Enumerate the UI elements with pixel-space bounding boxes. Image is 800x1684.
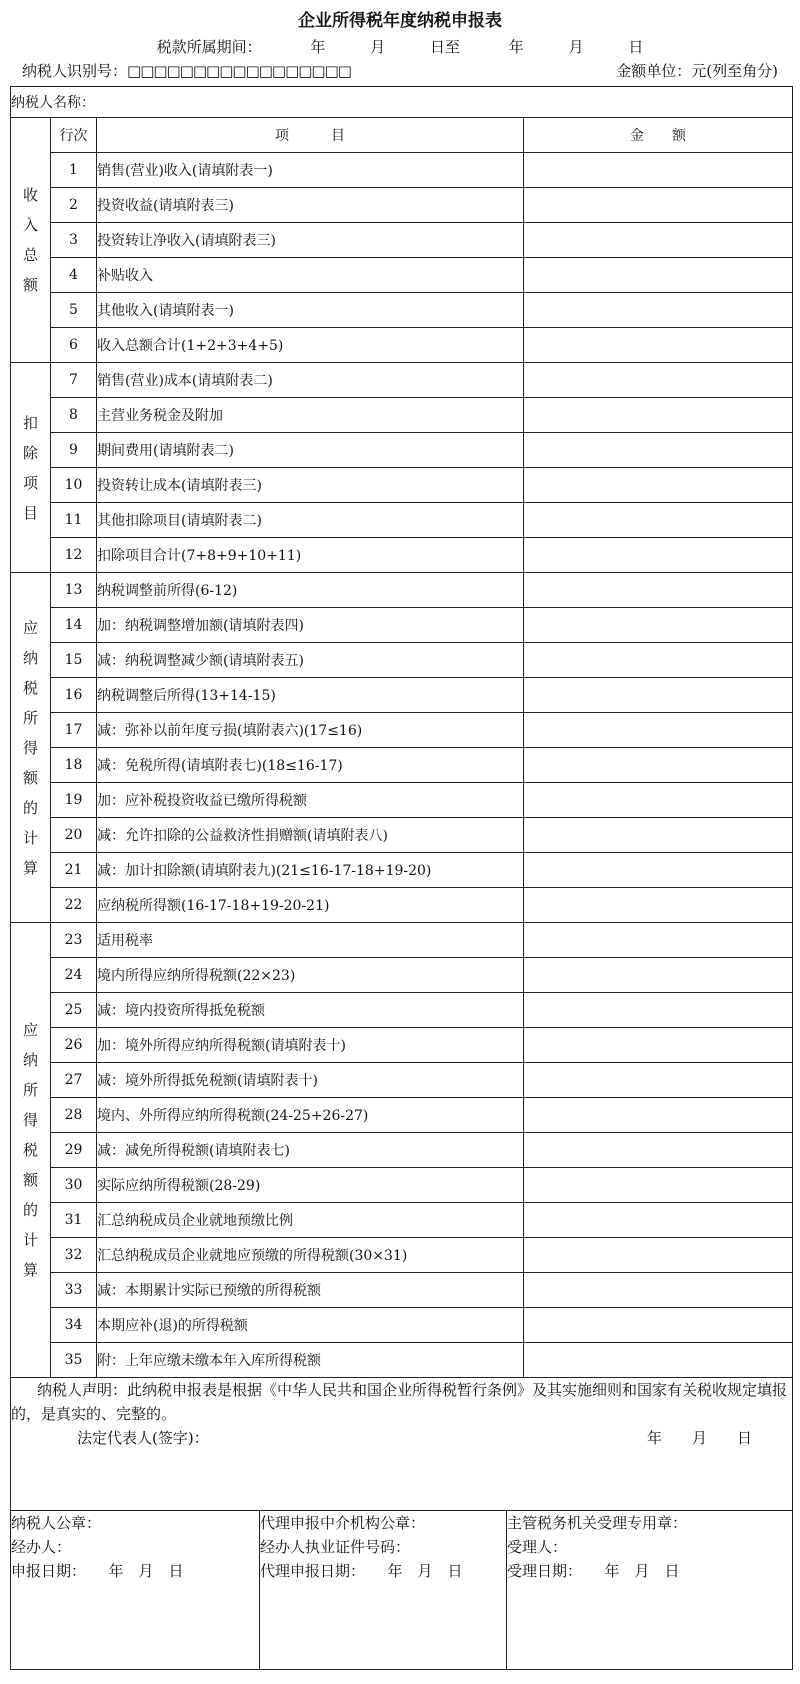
line-number: 24 [51, 958, 97, 993]
taxpayer-id-boxes[interactable]: □□□□□□□□□□□□□□□□□ [127, 62, 351, 80]
line-item: 减：减免所得税额(请填附表七) [97, 1133, 524, 1168]
table-row [11, 468, 793, 503]
amount-cell[interactable] [524, 608, 793, 643]
line-item: 汇总纳税成员企业就地应预缴的所得税额(30×31) [97, 1238, 524, 1273]
amount-cell[interactable] [524, 678, 793, 713]
line-item: 应纳税所得额(16-17-18+19-20-21) [97, 888, 524, 923]
table-row [11, 1098, 793, 1133]
table-row [11, 1063, 793, 1098]
line-item: 减：境外所得抵免税额(请填附表十) [97, 1063, 524, 1098]
taxpayer-id-label: 纳税人识别号： [22, 62, 128, 80]
line-number: 19 [51, 783, 97, 818]
line-item: 实际应纳所得税额(28-29) [97, 1168, 524, 1203]
group-deduction-label: 扣除项目 [22, 413, 38, 522]
line-item: 减：允许扣除的公益救济性捐赠额(请填附表八) [97, 818, 524, 853]
amount-cell[interactable] [524, 328, 793, 363]
line-number: 23 [51, 923, 97, 958]
table-row [11, 398, 793, 433]
table-row [11, 608, 793, 643]
group-tax-payable-calc [11, 923, 51, 1378]
line-number: 4 [51, 258, 97, 293]
line-number: 28 [51, 1098, 97, 1133]
line-item: 加：应补税投资收益已缴所得税额 [97, 783, 524, 818]
line-item: 境内、外所得应纳所得税额(24-25+26-27) [97, 1098, 524, 1133]
footer-agent [260, 1511, 507, 1669]
group-taxable-income-calc-label: 应纳税所得额的计算 [22, 618, 38, 877]
table-row [11, 573, 793, 608]
table-row [11, 188, 793, 223]
line-item: 减：弥补以前年度亏损(填附表六)(17≤16) [97, 713, 524, 748]
amount-cell[interactable] [524, 1273, 793, 1308]
amount-cell[interactable] [524, 1343, 793, 1378]
amount-cell[interactable] [524, 748, 793, 783]
table-row [11, 1273, 793, 1308]
table-row [11, 853, 793, 888]
line-number: 14 [51, 608, 97, 643]
table-row [11, 678, 793, 713]
tax-period [0, 36, 800, 57]
group-income-label: 收入总额 [22, 186, 38, 294]
line-number: 9 [51, 433, 97, 468]
amount-unit: 金额单位：元(列至角分) [616, 62, 778, 80]
line-number: 6 [51, 328, 97, 363]
taxpayer-name-row [11, 87, 793, 118]
line-item: 附：上年应缴未缴本年入库所得税额 [97, 1343, 524, 1378]
line-number: 17 [51, 713, 97, 748]
amount-cell[interactable] [524, 363, 793, 398]
amount-cell[interactable] [524, 1203, 793, 1238]
taxpayer-name-label[interactable]: 纳税人名称： [11, 87, 793, 118]
table-row [11, 328, 793, 363]
tax-period-year-from: 年 [310, 38, 326, 56]
line-item: 减：纳税调整减少额(请填附表五) [97, 643, 524, 678]
tax-period-label: 税款所属期间： [156, 38, 262, 56]
footer-tax-office-receiver[interactable]: 受理人： [507, 1538, 568, 1556]
table-row [11, 503, 793, 538]
amount-cell[interactable] [524, 293, 793, 328]
amount-cell[interactable] [524, 993, 793, 1028]
line-item: 纳税调整前所得(6-12) [97, 573, 524, 608]
table-row [11, 153, 793, 188]
amount-cell[interactable] [524, 783, 793, 818]
amount-cell[interactable] [524, 853, 793, 888]
footer-agent-seal[interactable]: 代理申报中介机构公章： [260, 1514, 426, 1532]
footer-cell [11, 1511, 793, 1670]
amount-cell[interactable] [524, 258, 793, 293]
table-row [11, 1133, 793, 1168]
line-number: 35 [51, 1343, 97, 1378]
line-number: 5 [51, 293, 97, 328]
footer-table [11, 1511, 792, 1669]
table-row [11, 783, 793, 818]
line-number: 25 [51, 993, 97, 1028]
table-row [11, 1238, 793, 1273]
table-row [11, 223, 793, 258]
line-item: 收入总额合计(1+2+3+4+5) [97, 328, 524, 363]
line-item: 加：境外所得应纳所得税额(请填附表十) [97, 1028, 524, 1063]
table-row [11, 258, 793, 293]
line-number: 21 [51, 853, 97, 888]
line-number: 33 [51, 1273, 97, 1308]
amount-cell[interactable] [524, 223, 793, 258]
amount-cell[interactable] [524, 643, 793, 678]
table-row [11, 818, 793, 853]
group-income [11, 118, 51, 363]
header-amount: 金 额 [524, 118, 793, 153]
table-row [11, 748, 793, 783]
table-row [11, 293, 793, 328]
table-row [11, 363, 793, 398]
amount-cell[interactable] [524, 923, 793, 958]
amount-cell[interactable] [524, 1168, 793, 1203]
table-header-row [11, 118, 793, 153]
footer-tax-office-seal[interactable]: 主管税务机关受理专用章： [507, 1514, 688, 1532]
line-item: 扣除项目合计(7+8+9+10+11) [97, 538, 524, 573]
table-row [11, 958, 793, 993]
line-item: 销售(营业)收入(请填附表一) [97, 153, 524, 188]
amount-cell[interactable] [524, 888, 793, 923]
line-number: 2 [51, 188, 97, 223]
tax-period-day-from: 日至 [429, 38, 460, 56]
footer-tax-office [507, 1511, 793, 1669]
amount-cell[interactable] [524, 538, 793, 573]
amount-cell[interactable] [524, 398, 793, 433]
line-item: 投资转让成本(请填附表三) [97, 468, 524, 503]
amount-cell[interactable] [524, 1308, 793, 1343]
amount-cell[interactable] [524, 503, 793, 538]
line-number: 12 [51, 538, 97, 573]
amount-cell[interactable] [524, 958, 793, 993]
line-item: 补贴收入 [97, 258, 524, 293]
tax-period-day-to: 日 [628, 38, 644, 56]
line-item: 销售(营业)成本(请填附表二) [97, 363, 524, 398]
line-number: 20 [51, 818, 97, 853]
taxpayer-id [22, 60, 351, 81]
table-row [11, 538, 793, 573]
tax-period-year-to: 年 [508, 38, 524, 56]
line-item: 减：本期累计实际已预缴的所得税额 [97, 1273, 524, 1308]
form-title: 企业所得税年度纳税申报表 [298, 11, 502, 31]
line-item: 其他扣除项目(请填附表二) [97, 503, 524, 538]
group-deduction [11, 363, 51, 573]
line-item: 投资转让净收入(请填附表三) [97, 223, 524, 258]
line-item: 汇总纳税成员企业就地预缴比例 [97, 1203, 524, 1238]
table-row [11, 433, 793, 468]
line-number: 1 [51, 153, 97, 188]
footer-taxpayer [11, 1511, 260, 1669]
tax-return-table [10, 86, 793, 1670]
line-number: 34 [51, 1308, 97, 1343]
amount-cell[interactable] [524, 1028, 793, 1063]
table-row [11, 993, 793, 1028]
footer-row [11, 1511, 793, 1670]
declaration-sign-line [11, 1426, 792, 1450]
line-number: 11 [51, 503, 97, 538]
line-item: 减：境内投资所得抵免税额 [97, 993, 524, 1028]
table-row [11, 1028, 793, 1063]
line-item: 适用税率 [97, 923, 524, 958]
amount-cell[interactable] [524, 1098, 793, 1133]
amount-cell[interactable] [524, 818, 793, 853]
table-row [11, 1168, 793, 1203]
line-number: 16 [51, 678, 97, 713]
legal-representative-signature[interactable]: 法定代表人(签字)： [77, 1429, 209, 1447]
line-item: 主营业务税金及附加 [97, 398, 524, 433]
line-item: 纳税调整后所得(13+14-15) [97, 678, 524, 713]
tax-period-month-from: 月 [370, 38, 386, 56]
table-row [11, 923, 793, 958]
declaration-row [11, 1378, 793, 1511]
amount-cell[interactable] [524, 1238, 793, 1273]
amount-cell[interactable] [524, 188, 793, 223]
header-line: 行次 [51, 118, 97, 153]
header-item: 项 目 [97, 118, 524, 153]
line-number: 31 [51, 1203, 97, 1238]
line-item: 期间费用(请填附表二) [97, 433, 524, 468]
group-taxable-income-calc [11, 573, 51, 923]
line-number: 26 [51, 1028, 97, 1063]
line-item: 减：加计扣除额(请填附表九)(21≤16-17-18+19-20) [97, 853, 524, 888]
line-number: 22 [51, 888, 97, 923]
table-row [11, 643, 793, 678]
line-item: 其他收入(请填附表一) [97, 293, 524, 328]
line-number: 13 [51, 573, 97, 608]
line-item: 投资收益(请填附表三) [97, 188, 524, 223]
line-item: 境内所得应纳所得税额(22×23) [97, 958, 524, 993]
line-number: 30 [51, 1168, 97, 1203]
table-row [11, 1343, 793, 1378]
line-number: 7 [51, 363, 97, 398]
amount-cell[interactable] [524, 1063, 793, 1098]
amount-cell[interactable] [524, 573, 793, 608]
amount-cell[interactable] [524, 713, 793, 748]
footer-tax-office-date[interactable]: 受理日期： 年 月 日 [507, 1562, 680, 1580]
line-item: 加：纳税调整增加额(请填附表四) [97, 608, 524, 643]
footer-agent-cert[interactable]: 经办人执业证件号码： [260, 1538, 411, 1556]
footer-inner-row [11, 1511, 792, 1669]
line-number: 10 [51, 468, 97, 503]
footer-taxpayer-seal[interactable]: 纳税人公章： [11, 1514, 102, 1532]
line-number: 27 [51, 1063, 97, 1098]
footer-agent-date[interactable]: 代理申报日期： 年 月 日 [260, 1562, 463, 1580]
declaration-date: 年 月 日 [646, 1429, 752, 1447]
line-number: 15 [51, 643, 97, 678]
line-number: 18 [51, 748, 97, 783]
group-tax-payable-calc-label: 应纳所得税额的计算 [22, 1021, 38, 1279]
amount-cell[interactable] [524, 433, 793, 468]
footer-taxpayer-date[interactable]: 申报日期： 年 月 日 [11, 1562, 184, 1580]
line-number: 32 [51, 1238, 97, 1273]
line-item: 减：免税所得(请填附表七)(18≤16-17) [97, 748, 524, 783]
tax-period-month-to: 月 [568, 38, 584, 56]
declaration-text: 纳税人声明：此纳税申报表是根据《中华人民共和国企业所得税暂行条例》及其实施细则和国家有关税收规定填报的，是真实的、完整的。 [11, 1381, 788, 1423]
footer-taxpayer-handler[interactable]: 经办人： [11, 1538, 72, 1556]
amount-cell[interactable] [524, 1133, 793, 1168]
line-item: 本期应补(退)的所得税额 [97, 1308, 524, 1343]
line-number: 8 [51, 398, 97, 433]
table-row [11, 888, 793, 923]
table-row [11, 1203, 793, 1238]
amount-cell[interactable] [524, 153, 793, 188]
line-number: 29 [51, 1133, 97, 1168]
amount-cell[interactable] [524, 468, 793, 503]
line-number: 3 [51, 223, 97, 258]
declaration-cell [11, 1378, 793, 1511]
table-row [11, 1308, 793, 1343]
table-row [11, 713, 793, 748]
